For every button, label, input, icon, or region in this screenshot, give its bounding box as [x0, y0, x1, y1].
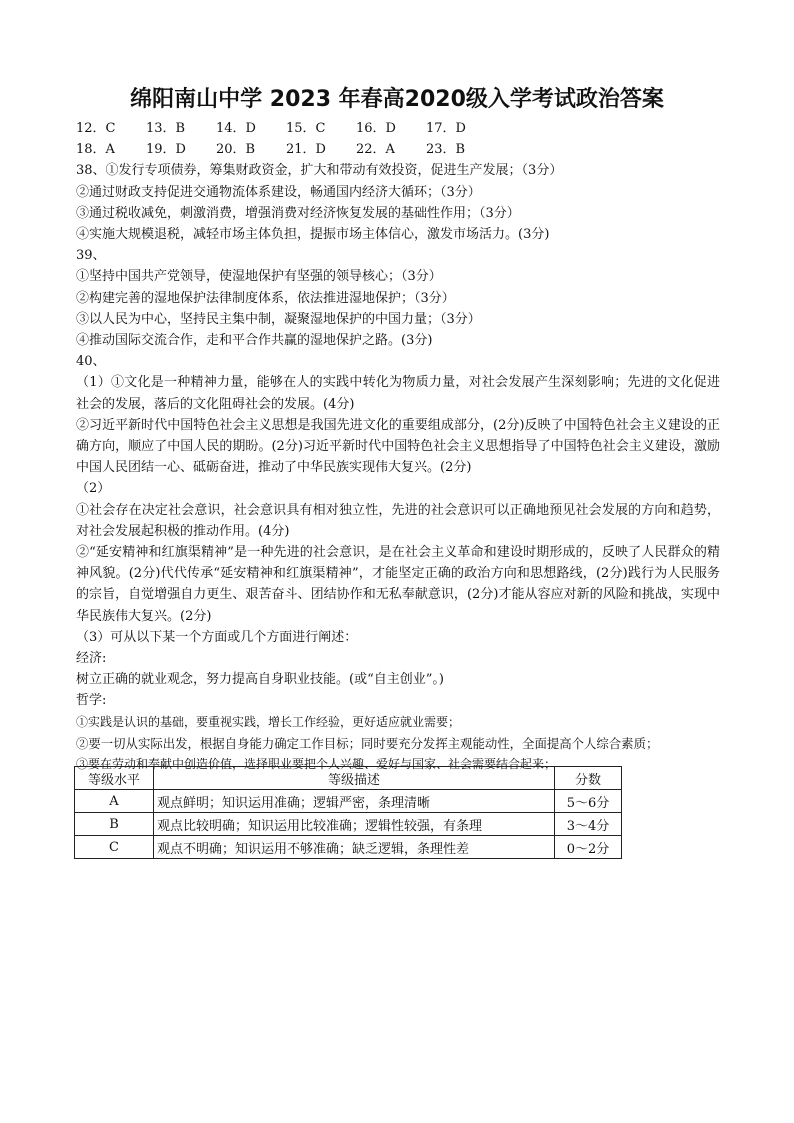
score-cell: 3～4分	[555, 813, 622, 836]
q39-point-1: ①坚持中国共产党领导，使湿地保护有坚强的领导核心；（3分）	[76, 269, 442, 285]
table-header-row	[75, 767, 622, 790]
column-header-score: 分数	[555, 767, 622, 790]
q40-part3-intro: （3）可从以下某一个方面或几个方面进行阐述：	[76, 629, 358, 645]
choice-answer: 17．D	[426, 121, 466, 136]
description-cell: 观点不明确；知识运用不够准确；缺乏逻辑，条理性差	[154, 836, 555, 859]
column-header-description: 等级描述	[154, 767, 555, 790]
choice-answer: 22．A	[356, 142, 395, 158]
choice-answers-row-1	[76, 118, 720, 139]
description-cell: 观点鲜明；知识运用准确；逻辑严密，条理清晰	[154, 790, 555, 813]
q39-point-4: ④推动国际交流合作，走和平合作共赢的湿地保护之路。(3分)	[76, 333, 433, 349]
column-header-level: 等级水平	[75, 767, 154, 790]
answer-content	[76, 118, 720, 775]
choice-answers-row-2	[76, 139, 720, 160]
choice-answer: 15．C	[286, 121, 326, 136]
q40-part3-economics-label: 经济:	[76, 651, 107, 667]
q39-point-2: ②构建完善的湿地保护法律制度体系，依法推进湿地保护；（3分）	[76, 290, 455, 306]
page-title: 绵阳南山中学 2023 年春高2020级入学考试政治答案	[130, 87, 664, 112]
choice-answer: 18．A	[76, 142, 115, 158]
q40-part3-philosophy-label: 哲学:	[76, 693, 107, 709]
level-cell: B	[75, 813, 154, 836]
q40-part1-paragraph-1: （1）①文化是一种精神力量，能够在人的实践中转化为物质力量，对社会发展产生深刻影响；先进的文化促进社会的发展，落后的文化阻碍社会的发展。(4分)	[76, 375, 720, 412]
q40-label: 40、	[76, 354, 106, 370]
q40-part3-philosophy-point-3: ③要在劳动和奉献中创造价值，选择职业要把个人兴趣、爱好与国家、社会需要结合起来；	[76, 757, 557, 772]
level-cell: C	[75, 836, 154, 859]
q40-part3-philosophy-point-1: ①实践是认识的基础，要重视实践，增长工作经验，更好适应就业需要；	[76, 714, 461, 729]
grading-table	[74, 766, 622, 859]
q38-point-3: ③通过税收减免，刺激消费，增强消费对经济恢复发展的基础性作用；（3分）	[76, 205, 520, 221]
q40-part2-paragraph-2: ②“延安精神和红旗渠精神”是一种先进的社会意识，是在社会主义革命和建设时期形成的，反映了人民群众的精神风貌。(2分)代代传承“延安精神和红旗渠精神”，才能坚定正确的政治方向和思想路线，(2分)践行为人民服务的宗旨，自觉增强自力更生、艰苦奋斗、团结协作和无私奉献意识，(2分)才能从容应对新的风险和挑战，实现中华民族伟大复兴。(2分)	[76, 545, 720, 624]
level-cell: A	[75, 790, 154, 813]
q38-point-4: ④实施大规模退税，减轻市场主体负担，提振市场主体信心，激发市场活力。(3分)	[76, 227, 550, 243]
score-cell: 5～6分	[555, 790, 622, 813]
q38-point-1: 38、①发行专项债券，筹集财政资金，扩大和带动有效投资，促进生产发展；（3分）	[76, 163, 563, 179]
q40-part1-paragraph-2: ②习近平新时代中国特色社会主义思想是我国先进文化的重要组成部分，(2分)反映了中国特色社会主义建设的正确方向，顺应了中国人民的期盼。(2分)习近平新时代中国特色社会主义思想指导了中国特色社会主义建设，激励中国人民团结一心、砥砺奋进，推动了中华民族实现伟大复兴。(2分)	[76, 417, 720, 476]
choice-answer: 21．D	[286, 142, 326, 158]
q39-label: 39、	[76, 248, 106, 264]
q40-part2-label: （2）	[76, 481, 111, 497]
q39-point-3: ③以人民为中心，坚持民主集中制，凝聚湿地保护的中国力量；（3分）	[76, 311, 481, 327]
choice-answer: 23．B	[426, 142, 466, 158]
choice-answer: 12．C	[76, 121, 116, 136]
q40-part3-economics-text: 树立正确的就业观念，努力提高自身职业技能。(或“自主创业”。)	[76, 672, 444, 688]
choice-answer: 16．D	[356, 121, 396, 136]
choice-answer: 19．D	[146, 142, 186, 158]
q40-part3-philosophy-point-2: ②要一切从实际出发，根据自身能力确定工作目标；同时要充分发挥主观能动性，全面提高个人综合素质；	[76, 735, 659, 751]
q38-point-2: ②通过财政支持促进交通物流体系建设，畅通国内经济大循环；（3分）	[76, 184, 481, 200]
choice-answer: 13．B	[146, 121, 186, 136]
choice-answer: 14．D	[216, 121, 256, 136]
q40-part2-paragraph-1: ①社会存在决定社会意识，社会意识具有相对独立性，先进的社会意识可以正确地预见社会发展的方向和趋势，对社会发展起积极的推动作用。(4分)	[76, 502, 720, 539]
table-row	[75, 836, 622, 859]
table-row	[75, 813, 622, 836]
description-cell: 观点比较明确；知识运用比较准确；逻辑性较强，有条理	[154, 813, 555, 836]
table-row	[75, 790, 622, 813]
score-cell: 0～2分	[555, 836, 622, 859]
choice-answer: 20．B	[216, 142, 256, 158]
